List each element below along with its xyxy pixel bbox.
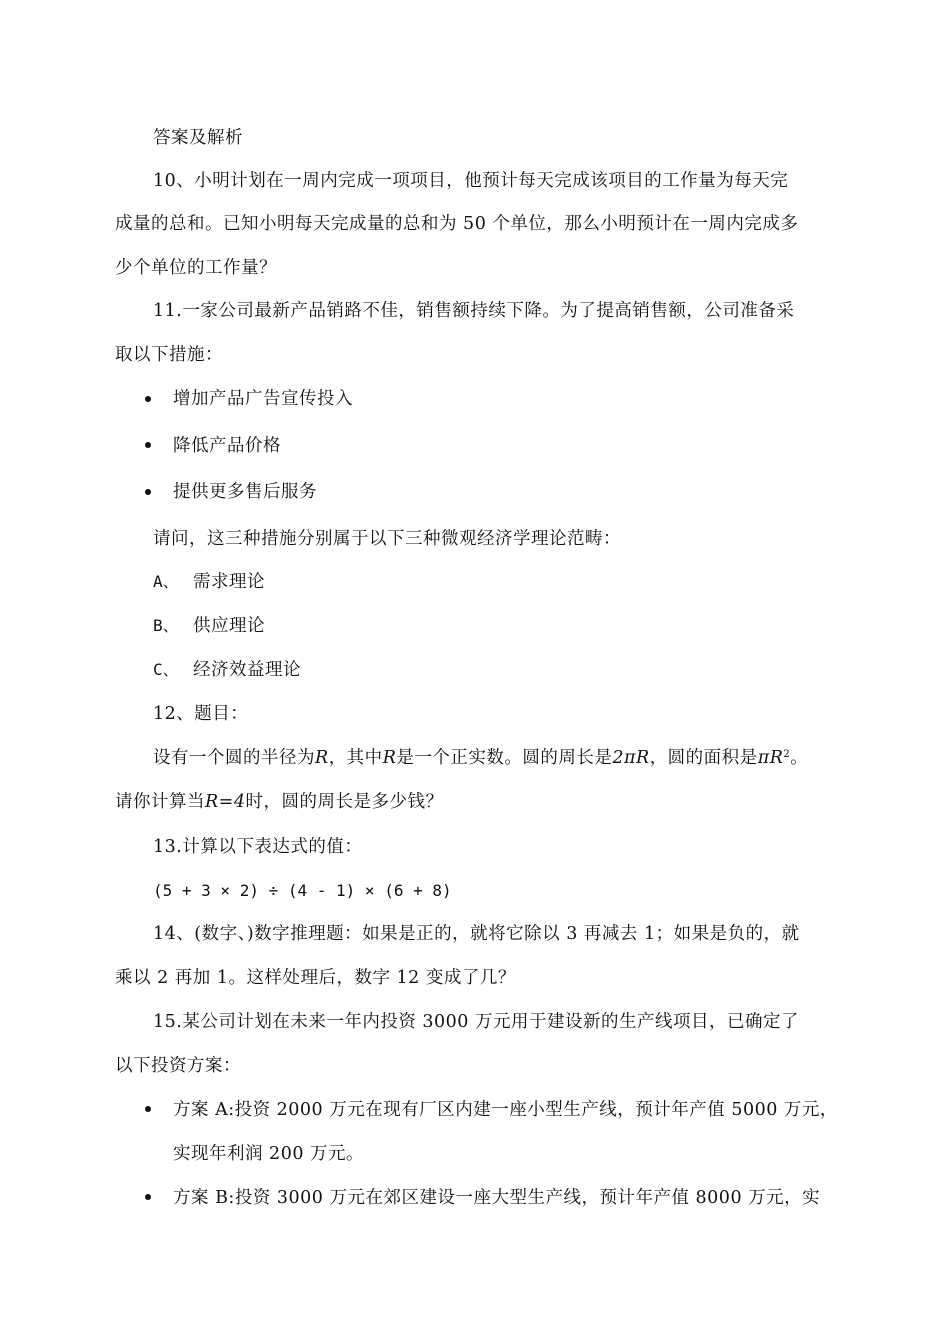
q12-text: 设有一个圆的半径为 — [153, 748, 315, 768]
option-text-a: 需求理论 — [193, 572, 265, 592]
q11-bullet-1: 增加产品广告宣传投入 — [173, 389, 353, 409]
q12-text: ，圆的面积是 — [649, 748, 758, 768]
math-r-equals-4: R=4 — [205, 792, 246, 812]
q10-line-1: 10、小明计划在一周内完成一项项目，他预计每天完成该项目的工作量为每天完 — [153, 171, 789, 191]
q12-text: ，其中 — [328, 748, 383, 768]
bullet-dot-icon — [145, 489, 151, 495]
q14-line-1: 14、(数字、)数字推理题：如果是正的，就将它除以 3 再减去 1；如果是负的，就 — [153, 924, 800, 944]
q11-bullet-2: 降低产品价格 — [173, 436, 281, 456]
bullet-dot-icon — [145, 396, 151, 402]
bullet-dot-icon — [145, 1106, 151, 1112]
math-r: R — [315, 748, 329, 768]
option-letter-b: B、 — [153, 616, 179, 635]
q14-line-2: 乘以 2 再加 1。这样处理后，数字 12 变成了几？ — [115, 968, 516, 988]
q10-line-2: 成量的总和。已知小明每天完成量的总和为 50 个单位，那么小明预计在一周内完成多 — [115, 214, 799, 234]
bullet-dot-icon — [145, 1194, 151, 1200]
q11-line-1: 11.一家公司最新产品销路不佳，销售额持续下降。为了提高销售额，公司准备采 — [153, 301, 795, 321]
math-area: πR — [757, 748, 784, 768]
q11-question: 请问，这三种措施分别属于以下三种微观经济学理论范畴： — [153, 529, 621, 549]
q12-text: 时，圆的周长是多少钱？ — [245, 792, 444, 812]
option-text-b: 供应理论 — [193, 616, 265, 636]
math-r: R — [382, 748, 397, 768]
q12-line-2 — [115, 790, 443, 814]
bullet-dot-icon — [145, 442, 151, 448]
q11-line-2: 取以下措施： — [115, 345, 223, 365]
q15-plan-a-line-2: 实现年利润 200 万元。 — [173, 1144, 365, 1164]
q12-text: 是一个正实数。圆的周长是 — [396, 748, 613, 768]
q15-plan-b-line-1: 方案 B:投资 3000 万元在郊区建设一座大型生产线，预计年产值 8000 万元，实 — [173, 1188, 821, 1208]
q11-bullet-3: 提供更多售后服务 — [173, 482, 317, 502]
q10-line-3: 少个单位的工作量？ — [115, 258, 277, 278]
q13-title: 13.计算以下表达式的值： — [153, 837, 363, 857]
q12-title: 12、题目： — [153, 704, 249, 724]
q15-plan-a-line-1: 方案 A:投资 2000 万元在现有厂区内建一座小型生产线，预计年产值 5000 万元， — [173, 1100, 838, 1120]
q15-line-2: 以下投资方案： — [115, 1056, 241, 1076]
q12-line-1 — [153, 746, 808, 770]
math-exponent: 2 — [783, 749, 791, 760]
option-letter-a: A、 — [153, 572, 179, 591]
option-text-c: 经济效益理论 — [193, 660, 301, 680]
option-letter-c: C、 — [153, 660, 179, 679]
heading-answers: 答案及解析 — [153, 128, 243, 148]
q13-expression: (5 + 3 × 2) ÷ (4 - 1) × (6 + 8) — [153, 881, 452, 900]
q12-text: 。 — [790, 748, 809, 768]
q15-line-1: 15.某公司计划在未来一年内投资 3000 万元用于建设新的生产线项目，已确定了 — [153, 1012, 799, 1032]
math-circumference: 2πR — [612, 748, 650, 768]
q12-text: 请你计算当 — [115, 792, 205, 812]
